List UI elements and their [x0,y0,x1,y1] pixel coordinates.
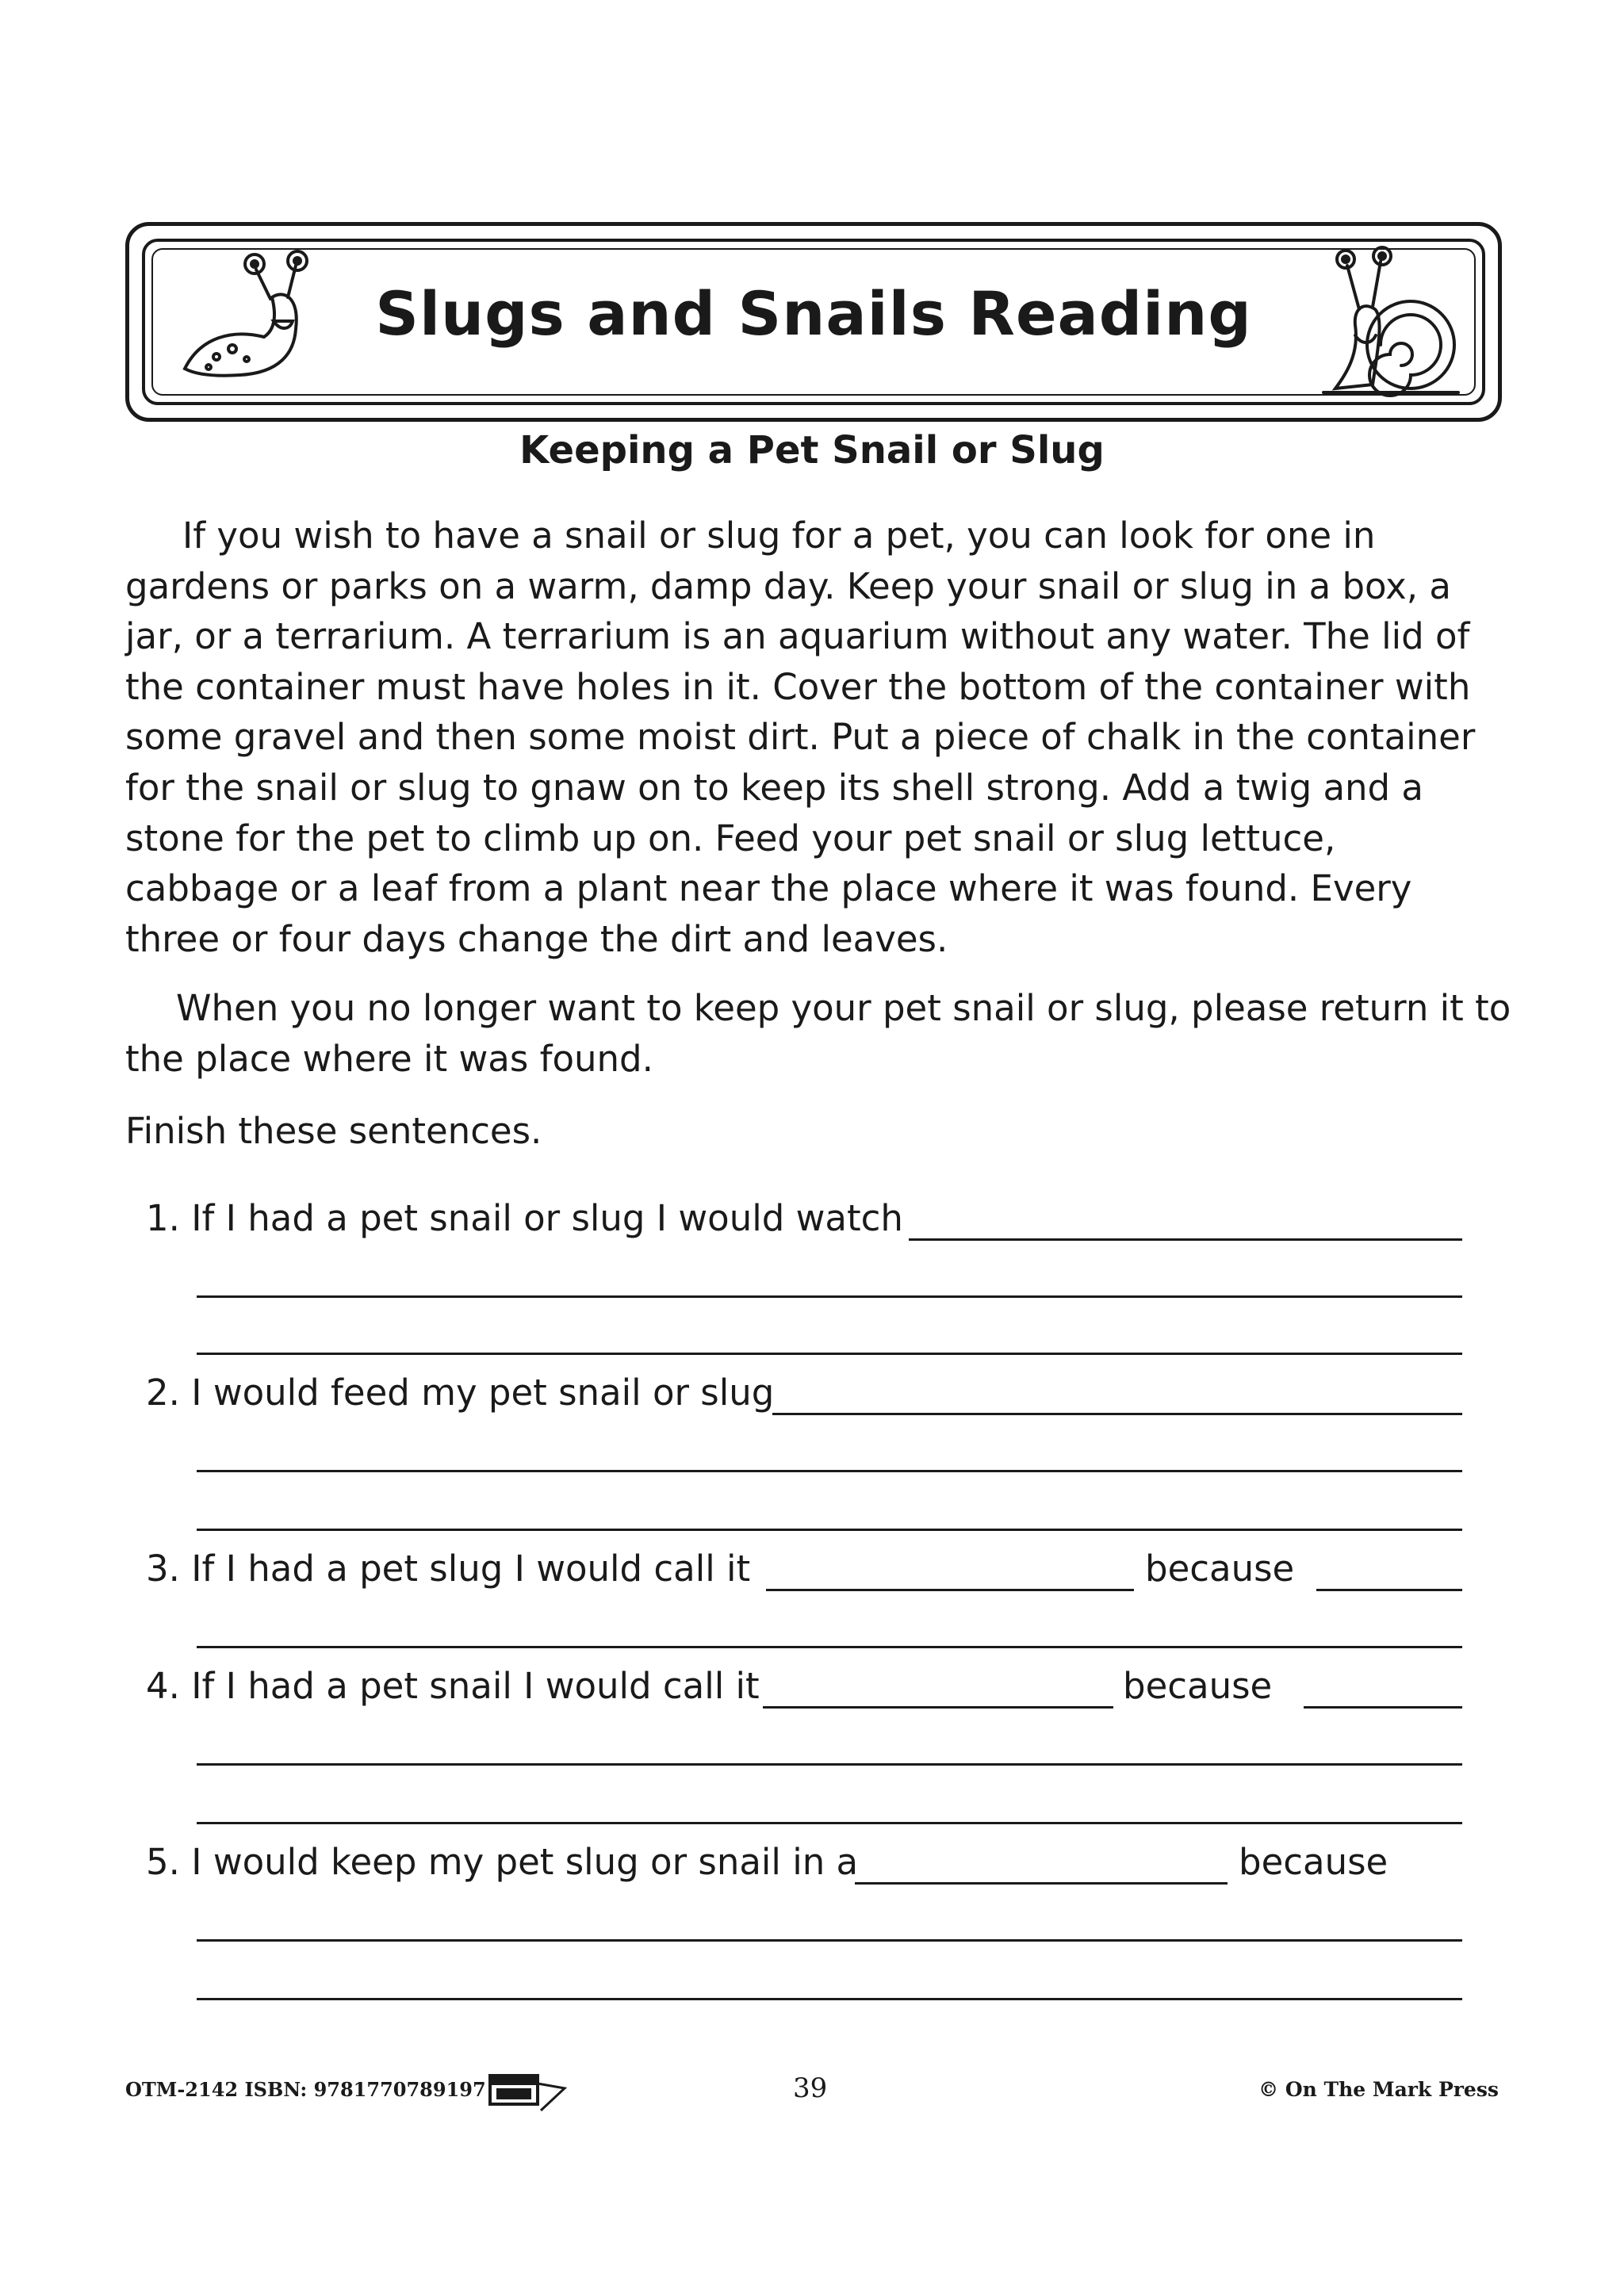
reading-paragraph-2 [125,983,1511,1084]
answer-line[interactable] [197,1998,1462,2000]
answer-line[interactable] [197,1470,1462,1472]
answer-line[interactable] [197,1646,1462,1648]
footer-copyright: © On The Mark Press [1258,2078,1499,2101]
answer-line[interactable] [197,1763,1462,1766]
because-label: because [1145,1548,1295,1590]
snail-cartoon-icon [1316,234,1466,400]
answer-line[interactable] [763,1706,1113,1709]
question-3: 3. If I had a pet slug I would call it [146,1548,751,1590]
answer-line[interactable] [1316,1589,1462,1591]
footer-isbn: OTM-2142 ISBN: 9781770789197 [125,2078,486,2101]
paragraph-line: When you no longer want to keep your pet snail or slug, please return it to [176,987,1511,1029]
paragraph-line: gardens or parks on a warm, damp day. Keep your snail or slug in a box, a [125,564,1451,607]
question-5: 5. I would keep my pet slug or snail in a [146,1841,859,1883]
paragraph-line: the container must have holes in it. Cover the bottom of the container with [125,665,1471,708]
answer-line[interactable] [1304,1706,1462,1709]
title-banner [125,222,1502,422]
paragraph-line: the place where it was found. [125,1037,653,1080]
question-1: 1. If I had a pet snail or slug I would watch [146,1197,903,1239]
paragraph-line: some gravel and then some moist dirt. Put a piece of chalk in the container [125,716,1476,759]
reading-paragraph-1 [125,511,1505,964]
answer-line[interactable] [766,1589,1134,1591]
answer-line[interactable] [909,1238,1462,1241]
book-stand-icon [485,2068,580,2115]
page-title: Slugs and Snails Reading [375,278,1252,349]
paragraph-line: for the snail or slug to gnaw on to keep its shell strong. Add a twig and a [125,766,1423,809]
answer-line[interactable] [197,1822,1462,1824]
answer-line[interactable] [197,1529,1462,1531]
page-number: 39 [793,2072,828,2104]
answer-line[interactable] [197,1939,1462,1942]
paragraph-line: jar, or a terrarium. A terrarium is an aquarium without any water. The lid of [125,615,1470,658]
instruction-text: Finish these sentences. [125,1110,542,1152]
answer-line[interactable] [197,1353,1462,1355]
answer-line[interactable] [855,1882,1228,1885]
question-2: 2. I would feed my pet snail or slug [146,1372,775,1414]
answer-line[interactable] [772,1413,1462,1415]
paragraph-line: three or four days change the dirt and leaves. [125,917,948,960]
paragraph-line: If you wish to have a snail or slug for a pet, you can look for one in [182,515,1376,557]
answer-line[interactable] [197,1295,1462,1298]
because-label: because [1123,1665,1273,1707]
paragraph-line: stone for the pet to climb up on. Feed your pet snail or slug lettuce, [125,817,1336,859]
because-label: because [1239,1841,1388,1883]
question-4: 4. If I had a pet snail I would call it [146,1665,760,1707]
section-subtitle: Keeping a Pet Snail or Slug [519,428,1105,473]
paragraph-line: cabbage or a leaf from a plant near the place where it was found. Every [125,867,1412,910]
